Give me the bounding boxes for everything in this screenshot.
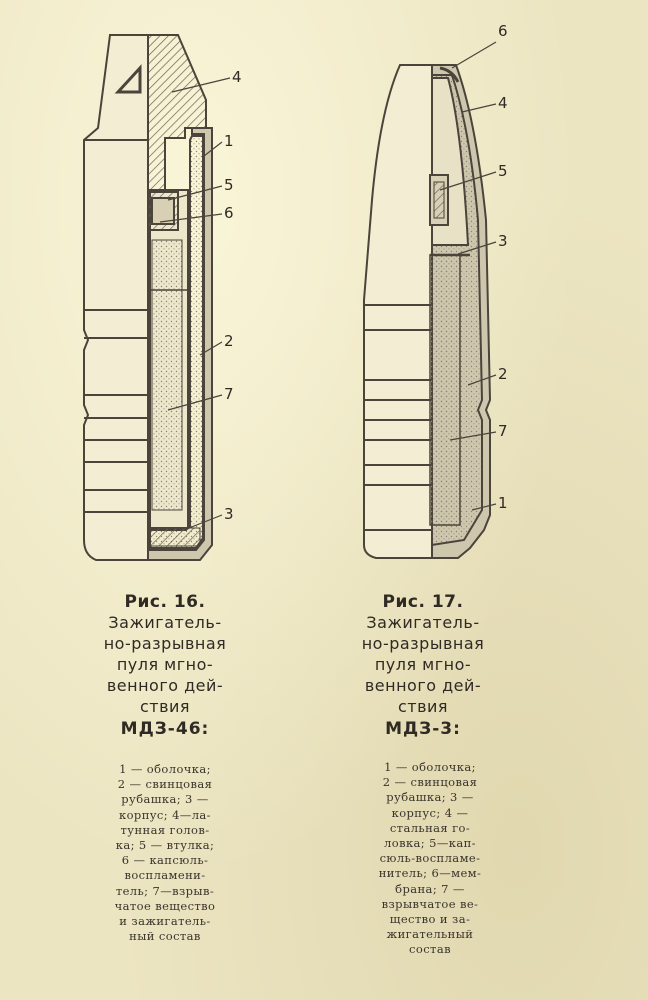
legend-line: брана; 7 — — [395, 881, 465, 896]
caption-line: ствия — [139, 697, 191, 716]
callout-3: 3 — [224, 505, 234, 523]
figure-16-model: МДЗ-46: — [120, 719, 210, 739]
callout-2: 2 — [498, 365, 508, 383]
callout-4: 4 — [498, 94, 508, 112]
callout-7: 7 — [224, 385, 234, 403]
legend-line: жигательный — [386, 927, 474, 942]
legend-line: ловка; 5—кап- — [384, 836, 476, 851]
legend-line: нитель; 6—мем- — [378, 866, 482, 881]
legend-line: тель; 7—взрыв- — [115, 883, 215, 898]
callout-3: 3 — [498, 232, 508, 250]
caption-line: ствия — [397, 697, 449, 716]
legend-line: воспламени- — [124, 868, 206, 883]
callout-5: 5 — [498, 162, 508, 180]
figure-16-label: Рис. 16. — [124, 592, 206, 612]
figure-16-caption — [60, 592, 270, 739]
legend-line: корпус; 4 — — [391, 805, 469, 820]
legend-line: 2 — свинцовая — [117, 777, 213, 792]
callout-4: 4 — [232, 68, 242, 86]
legend-line: рубашка; 3 — — [386, 790, 474, 805]
legend-line: тунная голов- — [120, 822, 210, 837]
legend-line: рубашка; 3 — — [121, 792, 209, 807]
caption-line: Зажигатель- — [366, 613, 480, 632]
legend-line: взрывчатое ве- — [381, 896, 479, 911]
legend-line: 1 — оболочка; — [384, 760, 476, 774]
caption-line: но-разрывная — [361, 634, 485, 653]
caption-line: но-разрывная — [103, 634, 227, 653]
legend-line: щество и за- — [389, 912, 471, 927]
bullet-mdz3-drawing — [364, 42, 496, 558]
legend-line: 6 — капсюль- — [121, 853, 209, 868]
caption-line: пуля мгно- — [374, 655, 472, 674]
figure-17-legend — [340, 760, 520, 958]
legend-line: ка; 5 — втулка; — [115, 838, 215, 853]
caption-line: пуля мгно- — [116, 655, 214, 674]
callout-2: 2 — [224, 332, 234, 350]
caption-line: венного дей- — [364, 676, 482, 695]
callout-6: 6 — [224, 204, 234, 222]
callout-5: 5 — [224, 176, 234, 194]
legend-line: 2 — свинцовая — [382, 775, 478, 790]
figure-16-legend — [75, 762, 255, 944]
callout-7: 7 — [498, 422, 508, 440]
legend-line: состав — [409, 942, 451, 957]
legend-line: сюль-воспламе- — [379, 851, 481, 866]
caption-line: Зажигатель- — [108, 613, 222, 632]
figure-17-model: МДЗ-3: — [385, 719, 461, 739]
figure-17-label: Рис. 17. — [382, 592, 464, 612]
legend-line: ный состав — [129, 929, 201, 944]
callout-1: 1 — [224, 132, 234, 150]
legend-line: стальная го- — [389, 820, 471, 835]
callout-6: 6 — [498, 22, 508, 40]
legend-line: чатое вещество — [114, 898, 216, 913]
caption-line: венного дей- — [106, 676, 224, 695]
bullet-mdz46-drawing — [84, 35, 230, 560]
figure-17-caption — [318, 592, 528, 739]
legend-line: и зажигатель- — [119, 914, 211, 929]
legend-line: корпус; 4—ла- — [119, 807, 211, 822]
legend-line: 1 — оболочка; — [119, 762, 211, 776]
callout-1: 1 — [498, 494, 508, 512]
